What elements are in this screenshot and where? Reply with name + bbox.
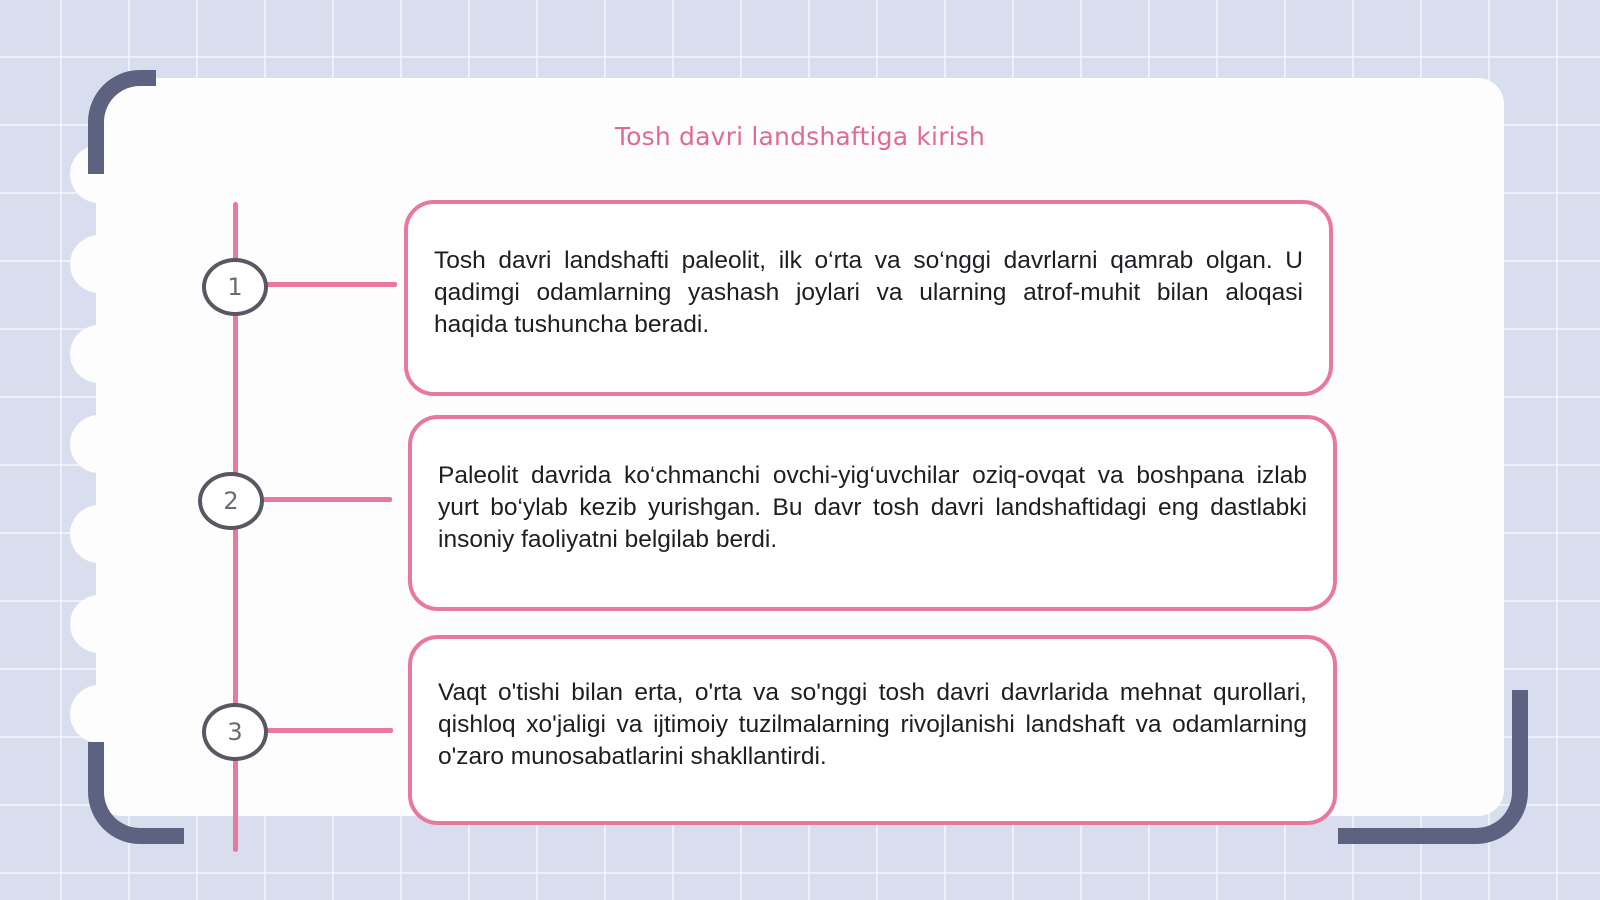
step-2-text: Paleolit davrida ko‘chmanchi ovchi-yig‘uvchilar oziq-ovqat va boshpana izlab yurt bo‘ylab kezib yurishgan. Bu davr tosh davri landshaftidagi eng dastlabki insoniy faoliyatni belgilab berdi. [438, 462, 1307, 553]
step-2-box [408, 415, 1337, 611]
card-scallop [70, 235, 128, 293]
step-1-number: 1 [202, 258, 268, 316]
corner-bracket-bottom-right [1338, 690, 1528, 844]
step-2-number: 2 [198, 472, 264, 530]
card-scallop [70, 325, 128, 383]
slide-title: Tosh davri landshaftiga kirish [614, 122, 986, 151]
corner-bracket-bottom-left [88, 742, 184, 844]
step-3-box [408, 635, 1337, 825]
step-3-number: 3 [202, 703, 268, 761]
step-3-text: Vaqt o'tishi bilan erta, o'rta va so'nggi tosh davri davrlarida mehnat qurollari, qishloq xo'jaligi va ijtimoiy tuzilmalarning rivojlanishi landshaft va odamlarning o'zaro munosabatlarini shakllantirdi. [438, 679, 1307, 770]
step-1-text: Tosh davri landshafti paleolit, ilk o‘rta va so‘nggi davrlarni qamrab olgan. U qadimgi odamlarning yashash joylari va ularning atrof-muhit bilan aloqasi haqida tushuncha beradi. [434, 247, 1303, 338]
card-scallop [70, 505, 128, 563]
step-1-connector [265, 282, 397, 287]
card-scallop [70, 685, 128, 743]
corner-bracket-top-left [88, 70, 156, 174]
card-scallop [70, 415, 128, 473]
step-2-connector [262, 497, 392, 502]
step-3-connector [265, 728, 393, 733]
step-1-box [404, 200, 1333, 396]
card-scallop [70, 595, 128, 653]
